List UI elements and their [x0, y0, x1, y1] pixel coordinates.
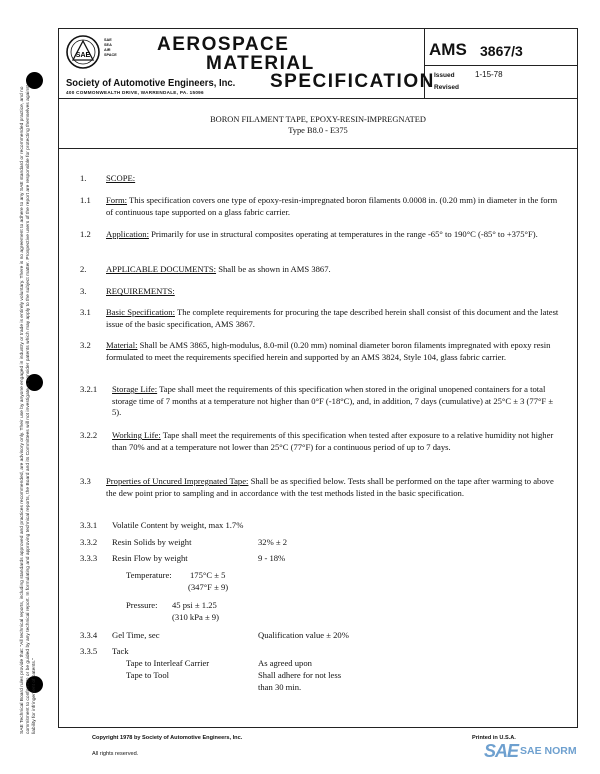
section-3-2-number: 3.2 [80, 340, 91, 350]
section-1-2-label: Application: [106, 229, 149, 239]
section-3-1: Basic Specification: The complete requirements for procuring the tape described herein shall consist of this document and the latest issue of the basic specification, AMS 3867. [106, 307, 559, 329]
resin-solids-label: Resin Solids by weight [112, 537, 192, 547]
section-3-3-2-number: 3.3.2 [80, 537, 98, 547]
section-3-2-1-number: 3.2.1 [80, 384, 98, 394]
section-1-1-number: 1.1 [80, 195, 91, 205]
sae-logo [66, 35, 100, 69]
pressure-value-kpa: (310 kPa ± 9) [172, 612, 219, 622]
pressure-label: Pressure: [126, 600, 158, 610]
watermark-sae-logo: SAE [484, 741, 519, 761]
title-aerospace: AEROSPACE [157, 34, 290, 55]
temperature-label: Temperature: [126, 570, 172, 580]
section-3-3-label: Properties of Uncured Impregnated Tape: [106, 476, 249, 486]
copyright: Copyright 1978 by Society of Automotive Engineers, Inc. [92, 735, 243, 741]
ams-label: AMS [429, 40, 467, 59]
header-divider [58, 98, 578, 99]
logo-text: SAE [75, 52, 91, 59]
section-3-number: 3. [80, 286, 87, 296]
resin-flow-label: Resin Flow by weight [112, 553, 188, 563]
section-2-label: APPLICABLE DOCUMENTS: [106, 264, 217, 274]
logo-side-text: SAE SEA AIR SPACE [104, 38, 117, 57]
title-material: MATERIAL [206, 53, 315, 74]
section-3-1-label: Basic Specification: [106, 307, 175, 317]
tack-tool-value-2: than 30 min. [258, 682, 302, 692]
issued-date: 1-15-78 [475, 70, 503, 79]
tack-tool-label: Tape to Tool [126, 670, 170, 680]
temperature-value-f: (347°F ± 9) [188, 582, 229, 592]
section-1-title: SCOPE: [106, 173, 136, 183]
section-1-number: 1. [80, 173, 87, 183]
resin-solids-value: 32% ± 2 [258, 537, 288, 547]
section-3-2-1-label: Storage Life: [112, 384, 158, 394]
section-3-3-1-number: 3.3.1 [80, 520, 98, 530]
section-2: APPLICABLE DOCUMENTS: Shall be as shown in AMS 3867. [106, 264, 331, 274]
section-3-2-label: Material: [106, 340, 138, 350]
section-3-3-5-number: 3.3.5 [80, 646, 98, 656]
section-3-3: Properties of Uncured Impregnated Tape: Shall be as specified below. Tests shall be performed on the tape after warming to above the dew point prior to sampling and in accordance with the test methods listed in the basic specification. [106, 476, 554, 498]
pressure-value: 45 psi ± 1.25 [172, 600, 217, 610]
section-3-2-1: Storage Life: Tape shall meet the requirements of this specification when stored in the original unopened containers for a total storage time of 7 months at a temperature not higher than 0°F (-18°C), and, in addition, 7 days (cumulative) at 25°C ± 3 (77°F ± 5). [112, 384, 554, 417]
side-legal-note: SAE Technical Board rules provide that: "All technical reports, including standards approved and practices recommended, are advisory only. Their use by anyone engaged in industry or trade is entirely voluntary. There is no agreement to adhere to any SAE standard or recommended practice, and no commitment to conform to or be guided by any technical report. In formulating and approving technical reports, the Board and its Committees will not investigate or consider patents which may apply to the subject matter. Prospective users of the report are responsible for protecting themselves against liability for infringement of patents." [20, 85, 37, 734]
section-3-title: REQUIREMENTS: [106, 286, 175, 296]
section-3-2: Material: Shall be AMS 3865, high-modulus, 8.0-mil (0.20 mm) nominal diameter boron filaments impregnated with epoxy resin formulated to meet the requirements specified herein and supported by an AMS 3824, Style 104, glass fabric carrier. [106, 340, 551, 362]
rights-reserved: All rights reserved. [92, 751, 139, 757]
tack-interleaf-value: As agreed upon [258, 658, 312, 668]
ams-divider [424, 65, 578, 66]
resin-flow-value: 9 - 18% [258, 553, 286, 563]
section-3-2-2: Working Life: Tape shall meet the requirements of this specification when tested after exposure to a relative humidity not higher than 70% and at a temperature not lower than 25°C (77°F) for a continuous period of up to 7 days. [112, 430, 554, 452]
tack-label: Tack [112, 646, 129, 656]
printed-in: Printed in U.S.A. [472, 735, 516, 741]
gel-time-label: Gel Time, sec [112, 630, 160, 640]
temperature-value: 175°C ± 5 [190, 570, 226, 580]
doc-title: BORON FILAMENT TAPE, EPOXY-RESIN-IMPREGNATED [210, 115, 426, 124]
section-3-3-3-number: 3.3.3 [80, 553, 98, 563]
section-1-1: Form: This specification covers one type of epoxy-resin-impregnated boron filaments 0.0008 in. (0.20 mm) in diameter in the form of continuous tape supported on a glass fabric carrier. [106, 195, 558, 217]
section-3-1-number: 3.1 [80, 307, 91, 317]
title-specification: SPECIFICATION [270, 71, 435, 92]
title-divider [58, 148, 578, 149]
issued-label: Issued [434, 72, 455, 79]
section-3-2-2-label: Working Life: [112, 430, 161, 440]
watermark-sae-norm: SAE NORM [520, 745, 577, 757]
tack-interleaf-label: Tape to Interleaf Carrier [126, 658, 210, 668]
section-3-2-2-number: 3.2.2 [80, 430, 98, 440]
volatile-content: Volatile Content by weight, max 1.7% [112, 520, 244, 530]
tack-tool-value: Shall adhere for not less [258, 670, 342, 680]
section-1-2: Application: Primarily for use in structural composites operating at temperatures in the range -65° to 190°C (-85° to +375°F). [106, 229, 538, 239]
society-address: 400 COMMONWEALTH DRIVE, WARRENDALE, PA. 15096 [66, 90, 204, 95]
society-name: Society of Automotive Engineers, Inc. [66, 77, 236, 89]
section-1-1-label: Form: [106, 195, 128, 205]
section-3-3-4-number: 3.3.4 [80, 630, 98, 640]
ams-number: 3867/3 [480, 43, 523, 59]
doc-subtitle: Type B8.0 - E375 [288, 126, 348, 135]
revised-label: Revised [434, 84, 459, 91]
gel-time-value: Qualification value ± 20% [258, 630, 349, 640]
section-1-2-number: 1.2 [80, 229, 91, 239]
section-3-3-number: 3.3 [80, 476, 91, 486]
section-2-number: 2. [80, 264, 87, 274]
